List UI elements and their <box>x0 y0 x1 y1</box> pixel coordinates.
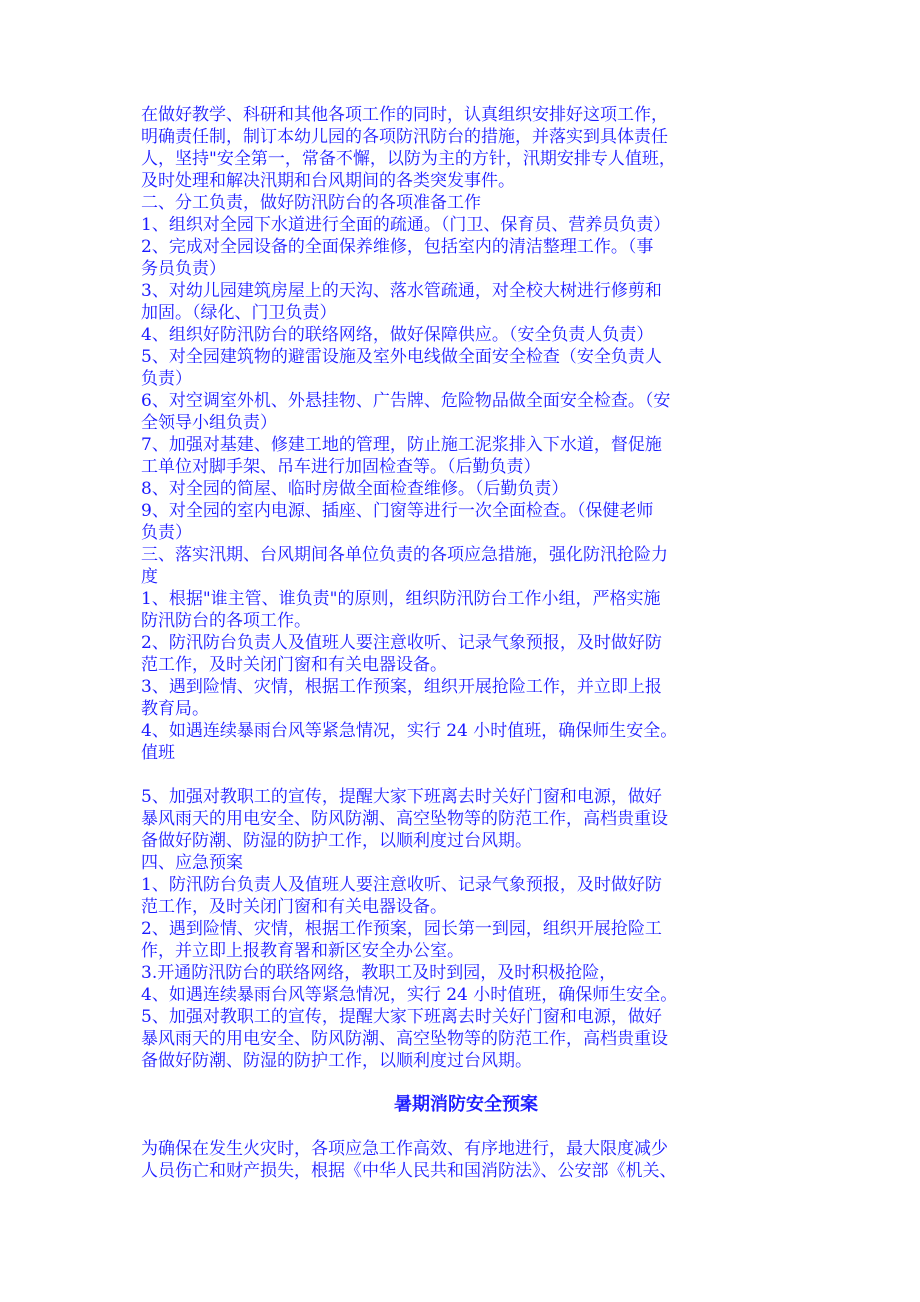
text-line: 暴风雨天的用电安全、防风防潮、高空坠物等的防范工作，高档贵重设 <box>141 809 668 829</box>
text-line: 人，坚持"安全第一，常备不懈，以防为主的方针，汛期安排专人值班， <box>141 149 676 169</box>
text-line: 1、组织对全园下水道进行全面的疏通。（门卫、保育员、营养员负责） <box>141 215 671 235</box>
text-line: 范工作，及时关闭门窗和有关电器设备。 <box>141 655 447 675</box>
text-line: 人员伤亡和财产损失，根据《中华人民共和国消防法》、公安部《机关、 <box>141 1161 677 1181</box>
text-line: 二、分工负责，做好防汛防台的各项准备工作 <box>141 193 481 213</box>
text-line: 全领导小组负责） <box>141 413 277 433</box>
text-line: 度 <box>141 567 158 587</box>
text-line: 工单位对脚手架、吊车进行加固检查等。（后勤负责） <box>141 457 541 477</box>
text-line: 负责） <box>141 523 192 543</box>
text-line: 5、加强对教职工的宣传，提醒大家下班离去时关好门窗和电源，做好 <box>141 787 662 807</box>
section-emergency-plan <box>141 786 791 1072</box>
text-line: 3.开通防汛防台的联络网络，教职工及时到园，及时积极抢险， <box>141 963 617 983</box>
text-line: 值班 <box>141 743 175 763</box>
text-line: 备做好防潮、防湿的防护工作，以顺利度过台风期。 <box>141 831 532 851</box>
text-line: 务员负责） <box>141 259 226 279</box>
text-line: 及时处理和解决汛期和台风期间的各类突发事件。 <box>141 171 515 191</box>
text-line: 明确责任制，制订本幼儿园的各项防汛防台的措施，并落实到具体责任 <box>141 127 668 147</box>
text-line: 4、如遇连续暴雨台风等紧急情况，实行 24 小时值班，确保师生安全。 <box>141 721 678 741</box>
text-line: 3、对幼儿园建筑房屋上的天沟、落水管疏通，对全校大树进行修剪和 <box>141 281 662 301</box>
text-line: 三、落实汛期、台风期间各单位负责的各项应急措施，强化防汛抢险力 <box>141 545 668 565</box>
text-line: 负责） <box>141 369 192 389</box>
text-line: 2、完成对全园设备的全面保养维修，包括室内的清洁整理工作。（事 <box>141 237 654 257</box>
text-line: 4、组织好防汛防台的联络网络，做好保障供应。（安全负责人负责） <box>141 325 654 345</box>
blank-line <box>141 764 791 786</box>
text-line: 7、加强对基建、修建工地的管理，防止施工泥浆排入下水道，督促施 <box>141 435 662 455</box>
text-line: 在做好教学、科研和其他各项工作的同时，认真组织安排好这项工作， <box>141 105 668 125</box>
text-line: 3、遇到险情、灾情，根据工作预案，组织开展抢险工作，并立即上报 <box>141 677 662 697</box>
text-line: 教育局。 <box>141 699 209 719</box>
text-line: 5、加强对教职工的宣传，提醒大家下班离去时关好门窗和电源，做好 <box>141 1007 662 1027</box>
text-line: 1、根据"谁主管、谁负责"的原则，组织防汛防台工作小组，严格实施 <box>141 589 661 609</box>
text-line: 6、对空调室外机、外悬挂物、广告牌、危险物品做全面安全检查。（安 <box>141 391 671 411</box>
text-line: 四、应急预案 <box>141 853 243 873</box>
section-flood-prevention <box>141 104 791 764</box>
text-line: 5、对全园建筑物的避雷设施及室外电线做全面安全检查（安全负责人 <box>141 347 662 367</box>
text-line: 9、对全园的室内电源、插座、门窗等进行一次全面检查。（保健老师 <box>141 501 654 521</box>
document-body <box>141 104 791 1182</box>
text-line: 备做好防潮、防湿的防护工作，以顺利度过台风期。 <box>141 1051 532 1071</box>
text-line: 2、遇到险情、灾情，根据工作预案，园长第一到园，组织开展抢险工 <box>141 919 662 939</box>
section-title: 暑期消防安全预案 <box>394 1094 538 1115</box>
text-line: 范工作，及时关闭门窗和有关电器设备。 <box>141 897 447 917</box>
text-line: 作，并立即上报教育署和新区安全办公室。 <box>141 941 464 961</box>
text-line: 8、对全园的简屋、临时房做全面检查维修。（后勤负责） <box>141 479 569 499</box>
text-line: 加固。（绿化、门卫负责） <box>141 303 337 323</box>
text-line: 暴风雨天的用电安全、防风防潮、高空坠物等的防范工作，高档贵重设 <box>141 1029 668 1049</box>
section-fire-safety <box>141 1138 791 1182</box>
text-line: 1、防汛防台负责人及值班人要注意收听、记录气象预报，及时做好防 <box>141 875 662 895</box>
text-line: 为确保在发生火灾时，各项应急工作高效、有序地进行，最大限度减少 <box>141 1139 668 1159</box>
text-line: 4、如遇连续暴雨台风等紧急情况，实行 24 小时值班，确保师生安全。 <box>141 985 678 1005</box>
text-line: 2、防汛防台负责人及值班人要注意收听、记录气象预报，及时做好防 <box>141 633 662 653</box>
text-line: 防汛防台的各项工作。 <box>141 611 311 631</box>
